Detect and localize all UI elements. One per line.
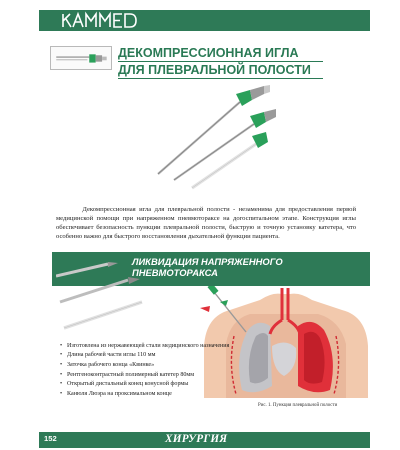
- title-line-1: ДЕКОМПРЕССИОННАЯ ИГЛА: [118, 46, 323, 62]
- feature-item: • Рентгеноконтрастный полимерный катетер 80мм: [60, 371, 230, 381]
- feature-item: • Изготовлена из нержавеющей стали медицинского назначения: [60, 342, 230, 351]
- feature-item: • Канюля Люэра на проксимальном конце: [60, 390, 230, 400]
- needle-tips-image: [56, 262, 216, 332]
- figure-caption: Рис. 1. Пункция плевральной полости: [258, 403, 338, 408]
- description-text: Декомпрессионная игла для плевральной полости - незаменима для предоставления первой медицинской помощи при напряженном пневмотораксе на догоспитальном этапе. Конструкция иглы обеспечивает безопасность пункции плевральной полости, быструю и точную установку катетера, что особенно важно для быстрого восстановления дыхательной функции пациента.: [56, 206, 356, 241]
- brand-logo: [60, 11, 152, 30]
- feature-item: • Длина рабочей части иглы 110 мм: [60, 351, 230, 361]
- footer-section-name: ХИРУРГИЯ: [165, 433, 228, 445]
- section-title-line-1: ЛИКВИДАЦИЯ НАПРЯЖЕННОГО: [132, 256, 283, 267]
- section-title-line-2: ПНЕВМОТОРАКСА: [132, 267, 218, 278]
- product-image-needles: [140, 82, 285, 192]
- page-title: [118, 46, 338, 80]
- feature-item: • Открытый дистальный конец конусной формы: [60, 380, 230, 390]
- feature-item: • Заточка рабочего конца «Квинке»: [60, 361, 230, 371]
- description-paragraph: [56, 205, 356, 241]
- product-thumbnail: [50, 46, 112, 70]
- title-line-2: ДЛЯ ПЛЕВРАЛЬНОЙ ПОЛОСТИ: [118, 63, 323, 79]
- page-number: 152: [44, 434, 57, 443]
- features-list: [60, 342, 230, 399]
